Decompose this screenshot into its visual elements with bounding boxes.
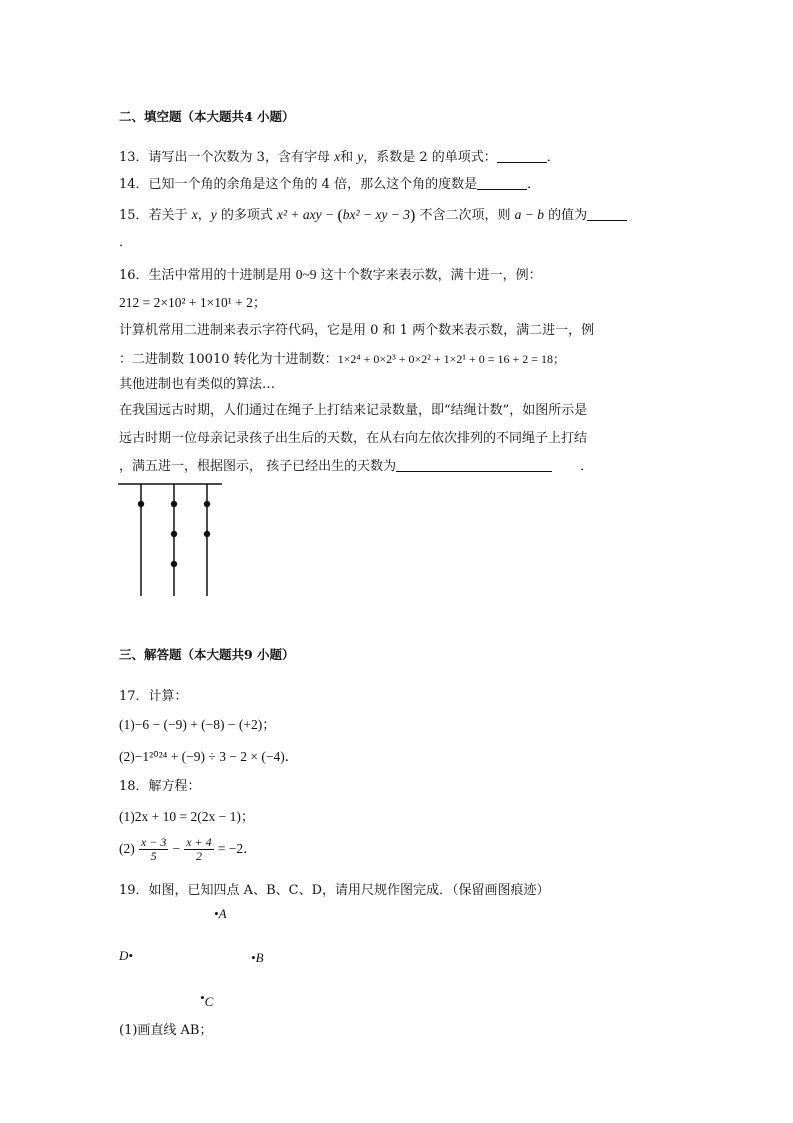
q15-open-paren: ( xyxy=(337,207,343,224)
q16-line-5: 其他进制也有类似的算法… xyxy=(119,377,276,392)
q16-line-3: 计算机常用二进制来表示字符代码，它是用 0 和 1 两个数来表示数，满二进一，例 xyxy=(119,323,595,338)
point-a: •A xyxy=(214,906,227,921)
q19-text: 19．如图，已知四点 A、B、C、D，请用尺规作图完成．（保留画图痕迹） xyxy=(119,883,550,898)
q16-line-4 xyxy=(119,350,565,369)
q18-part-2 xyxy=(119,836,257,863)
q18-minus: − xyxy=(172,841,181,856)
q13-and: 和 xyxy=(340,150,358,165)
q18-fraction-2 xyxy=(184,836,213,863)
q13-end: ． xyxy=(546,150,560,165)
q18-fraction-1 xyxy=(139,836,168,863)
q18-rhs: = −2． xyxy=(217,841,257,856)
point-d: D• xyxy=(119,948,133,963)
q18-frac1-denominator: 5 xyxy=(150,849,157,863)
rope-2-knot xyxy=(171,561,177,567)
section-2-title: 二、填空题（本大题共4 小题） xyxy=(119,109,295,124)
q17-part-2: (2)−1²⁰²⁴ + (−9) ÷ 3 − 2 × (−4)． xyxy=(119,749,299,764)
q15-comma: ， xyxy=(197,208,211,223)
point-b: •B xyxy=(251,950,264,965)
section-3-title: 三、解答题（本大题共9 小题） xyxy=(119,647,295,662)
q14-text: 14．已知一个角的余角是这个角的 4 倍，那么这个角的度数是 xyxy=(119,177,478,192)
point-a-label: A xyxy=(218,906,227,921)
q14-end: ． xyxy=(527,177,541,192)
knot-rope-figure xyxy=(118,482,228,598)
q18-part-1: (1)2x + 10 = 2(2x − 1)； xyxy=(119,809,255,824)
q16-l1a: 16．生活中常用的十进制是用 xyxy=(119,268,296,283)
q15-expr3: a − b xyxy=(514,207,545,222)
q15-expr2: bx² − xy − 3 xyxy=(342,207,411,222)
rope-2-knot xyxy=(171,501,177,507)
question-15 xyxy=(119,206,627,225)
q15-var-x: x xyxy=(191,207,198,222)
question-14 xyxy=(119,176,540,194)
q15-p4: 的值为 xyxy=(544,208,588,223)
point-b-label: B xyxy=(255,950,264,965)
q15-end: ． xyxy=(119,235,133,250)
q18-frac2-numerator: x + 4 xyxy=(186,835,212,849)
question-13 xyxy=(119,148,560,167)
q16-line-6: 在我国远古时期，人们通过在绳子上打结来记录数量，即“结绳计数”，如图所示是 xyxy=(119,403,588,418)
q16-line-2: 212 = 2×10² + 1×10¹ + 2； xyxy=(119,295,267,310)
q17-title: 17．计算： xyxy=(119,689,188,704)
point-d-label: D xyxy=(119,948,129,963)
q15-expr1: x² + axy − xyxy=(276,207,338,222)
q16-l1c: 这十个数字来表示数，满十进一，例： xyxy=(316,268,542,283)
q15-answer-blank[interactable] xyxy=(587,208,627,221)
q13-answer-blank[interactable] xyxy=(497,150,547,163)
q16-line-8 xyxy=(119,458,593,476)
q14-answer-blank[interactable] xyxy=(477,177,527,190)
q16-l1b: 0~9 xyxy=(295,267,317,282)
q13-suffix: ，系数是 2 的单项式： xyxy=(363,150,497,165)
q13-var-y: y xyxy=(357,149,364,164)
q16-l4b: 1×2⁴ + 0×2³ + 0×2² + 1×2¹ + 0 = 16 + 2 = 18； xyxy=(337,352,566,366)
rope-3-knot xyxy=(204,531,210,537)
q16-line-1 xyxy=(119,266,542,285)
q18-frac1-numerator: x − 3 xyxy=(140,835,167,849)
q18-title: 18．解方程： xyxy=(119,779,201,794)
point-c-label: C xyxy=(204,994,214,1009)
rope-3-knot xyxy=(204,501,210,507)
point-c: •C xyxy=(200,990,214,1009)
q18-frac2-denominator: 2 xyxy=(195,849,202,863)
rope-2-knot xyxy=(171,531,177,537)
q13-prefix: 13．请写出一个次数为 3，含有字母 xyxy=(119,150,335,165)
rope-1-knot xyxy=(138,501,144,507)
q19-part-1: (1)画直线 AB； xyxy=(119,1023,213,1038)
q16-answer-blank[interactable] xyxy=(396,459,552,472)
q15-p2: 的多项式 xyxy=(216,208,277,223)
q16-l4a: ：二进制数 10010 转化为十进制数： xyxy=(119,352,338,367)
q16-line-7: 远古时期一位母亲记录孩子出生后的天数，在从右向左依次排列的不同绳子上打结 xyxy=(119,431,588,446)
q15-p3: 不含二次项，则 xyxy=(415,208,515,223)
q15-close-paren: ) xyxy=(410,207,416,224)
q15-p1: 15．若关于 xyxy=(119,208,192,223)
q16-l8: ，满五进一，根据图示， 孩子已经出生的天数为 xyxy=(119,459,397,474)
q16-end: ． xyxy=(580,459,594,474)
q17-part-1: (1)−6 − (−9) + (−8) − (+2)； xyxy=(119,717,276,732)
q13-var-x: x xyxy=(334,149,341,164)
q15-var-y: y xyxy=(210,207,217,222)
q18-p2-label: (2) xyxy=(119,841,135,856)
